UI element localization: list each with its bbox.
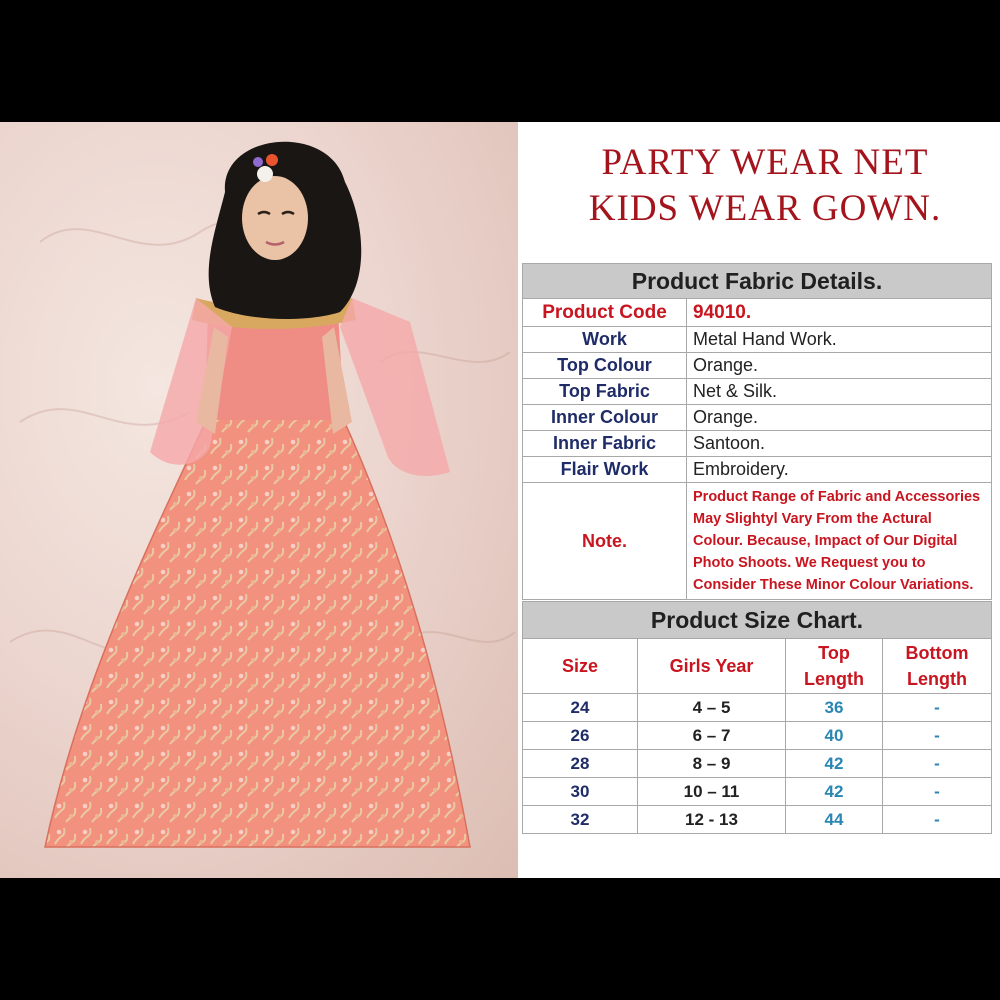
title-line-2: KIDS WEAR GOWN. (588, 188, 942, 229)
girls-year-cell: 12 - 13 (638, 806, 786, 834)
title-line-1: PARTY WEAR NET (601, 142, 929, 183)
column-header-size: Size (523, 639, 638, 694)
girls-year-cell: 4 – 5 (638, 694, 786, 722)
top-length-cell: 42 (786, 778, 883, 806)
girls-year-cell: 10 – 11 (638, 778, 786, 806)
size-cell: 24 (523, 694, 638, 722)
top-length-cell: 44 (786, 806, 883, 834)
inner-colour-value: Orange. (687, 405, 992, 431)
table-row (523, 379, 992, 405)
product-code-label: Product Code (523, 299, 687, 327)
flair-work-label: Flair Work (523, 457, 687, 483)
size-chart-header: Product Size Chart. (523, 602, 992, 639)
bottom-length-cell: - (883, 778, 992, 806)
note-line: Photo Shoots. We Request you to (693, 555, 926, 571)
table-row (523, 299, 992, 327)
top-length-cell: 40 (786, 722, 883, 750)
work-value: Metal Hand Work. (687, 327, 992, 353)
column-header-length-line: Length (907, 669, 967, 689)
note-label: Note. (523, 483, 687, 600)
inner-fabric-label: Inner Fabric (523, 431, 687, 457)
column-header-girls-year: Girls Year (638, 639, 786, 694)
table-row (523, 694, 992, 722)
table-row (523, 750, 992, 778)
top-fabric-label: Top Fabric (523, 379, 687, 405)
note-line: Product Range of Fabric and Accessories (693, 489, 981, 505)
note-line: Colour. Because, Impact of Our Digital (693, 533, 958, 549)
size-chart-column-headers (523, 639, 992, 694)
inner-fabric-value: Santoon. (687, 431, 992, 457)
bottom-length-cell: - (883, 722, 992, 750)
girls-year-cell: 6 – 7 (638, 722, 786, 750)
table-row (523, 457, 992, 483)
girls-year-cell: 8 – 9 (638, 750, 786, 778)
top-colour-label: Top Colour (523, 353, 687, 379)
product-sheet (0, 122, 1000, 878)
bottom-length-cell: - (883, 694, 992, 722)
column-header-length-line: Length (804, 669, 864, 689)
product-code-value: 94010. (687, 299, 992, 327)
work-label: Work (523, 327, 687, 353)
size-chart-table (522, 601, 992, 834)
model-photo (0, 122, 518, 878)
top-colour-value: Orange. (687, 353, 992, 379)
girl-in-gown-illustration (0, 122, 518, 878)
top-fabric-value: Net & Silk. (687, 379, 992, 405)
column-header-top-length (786, 639, 883, 694)
page-title (530, 140, 1000, 232)
table-row (523, 431, 992, 457)
top-length-cell: 42 (786, 750, 883, 778)
table-row (523, 806, 992, 834)
size-cell: 32 (523, 806, 638, 834)
column-header-bottom-line: Bottom (905, 643, 969, 663)
table-row (523, 327, 992, 353)
size-cell: 30 (523, 778, 638, 806)
column-header-top-line: Top (818, 643, 850, 663)
note-line: May Slightyl Vary From the Actural (693, 511, 932, 527)
table-row (523, 778, 992, 806)
fabric-details-header: Product Fabric Details. (523, 264, 992, 299)
column-header-bottom-length (883, 639, 992, 694)
note-line: Consider These Minor Colour Variations. (693, 577, 974, 593)
note-text (687, 483, 992, 600)
table-row (523, 722, 992, 750)
size-cell: 26 (523, 722, 638, 750)
top-length-cell: 36 (786, 694, 883, 722)
size-cell: 28 (523, 750, 638, 778)
inner-colour-label: Inner Colour (523, 405, 687, 431)
table-row (523, 405, 992, 431)
table-row (523, 353, 992, 379)
table-row (523, 483, 992, 600)
bottom-length-cell: - (883, 750, 992, 778)
flair-work-value: Embroidery. (687, 457, 992, 483)
bottom-length-cell: - (883, 806, 992, 834)
fabric-details-table (522, 263, 992, 600)
